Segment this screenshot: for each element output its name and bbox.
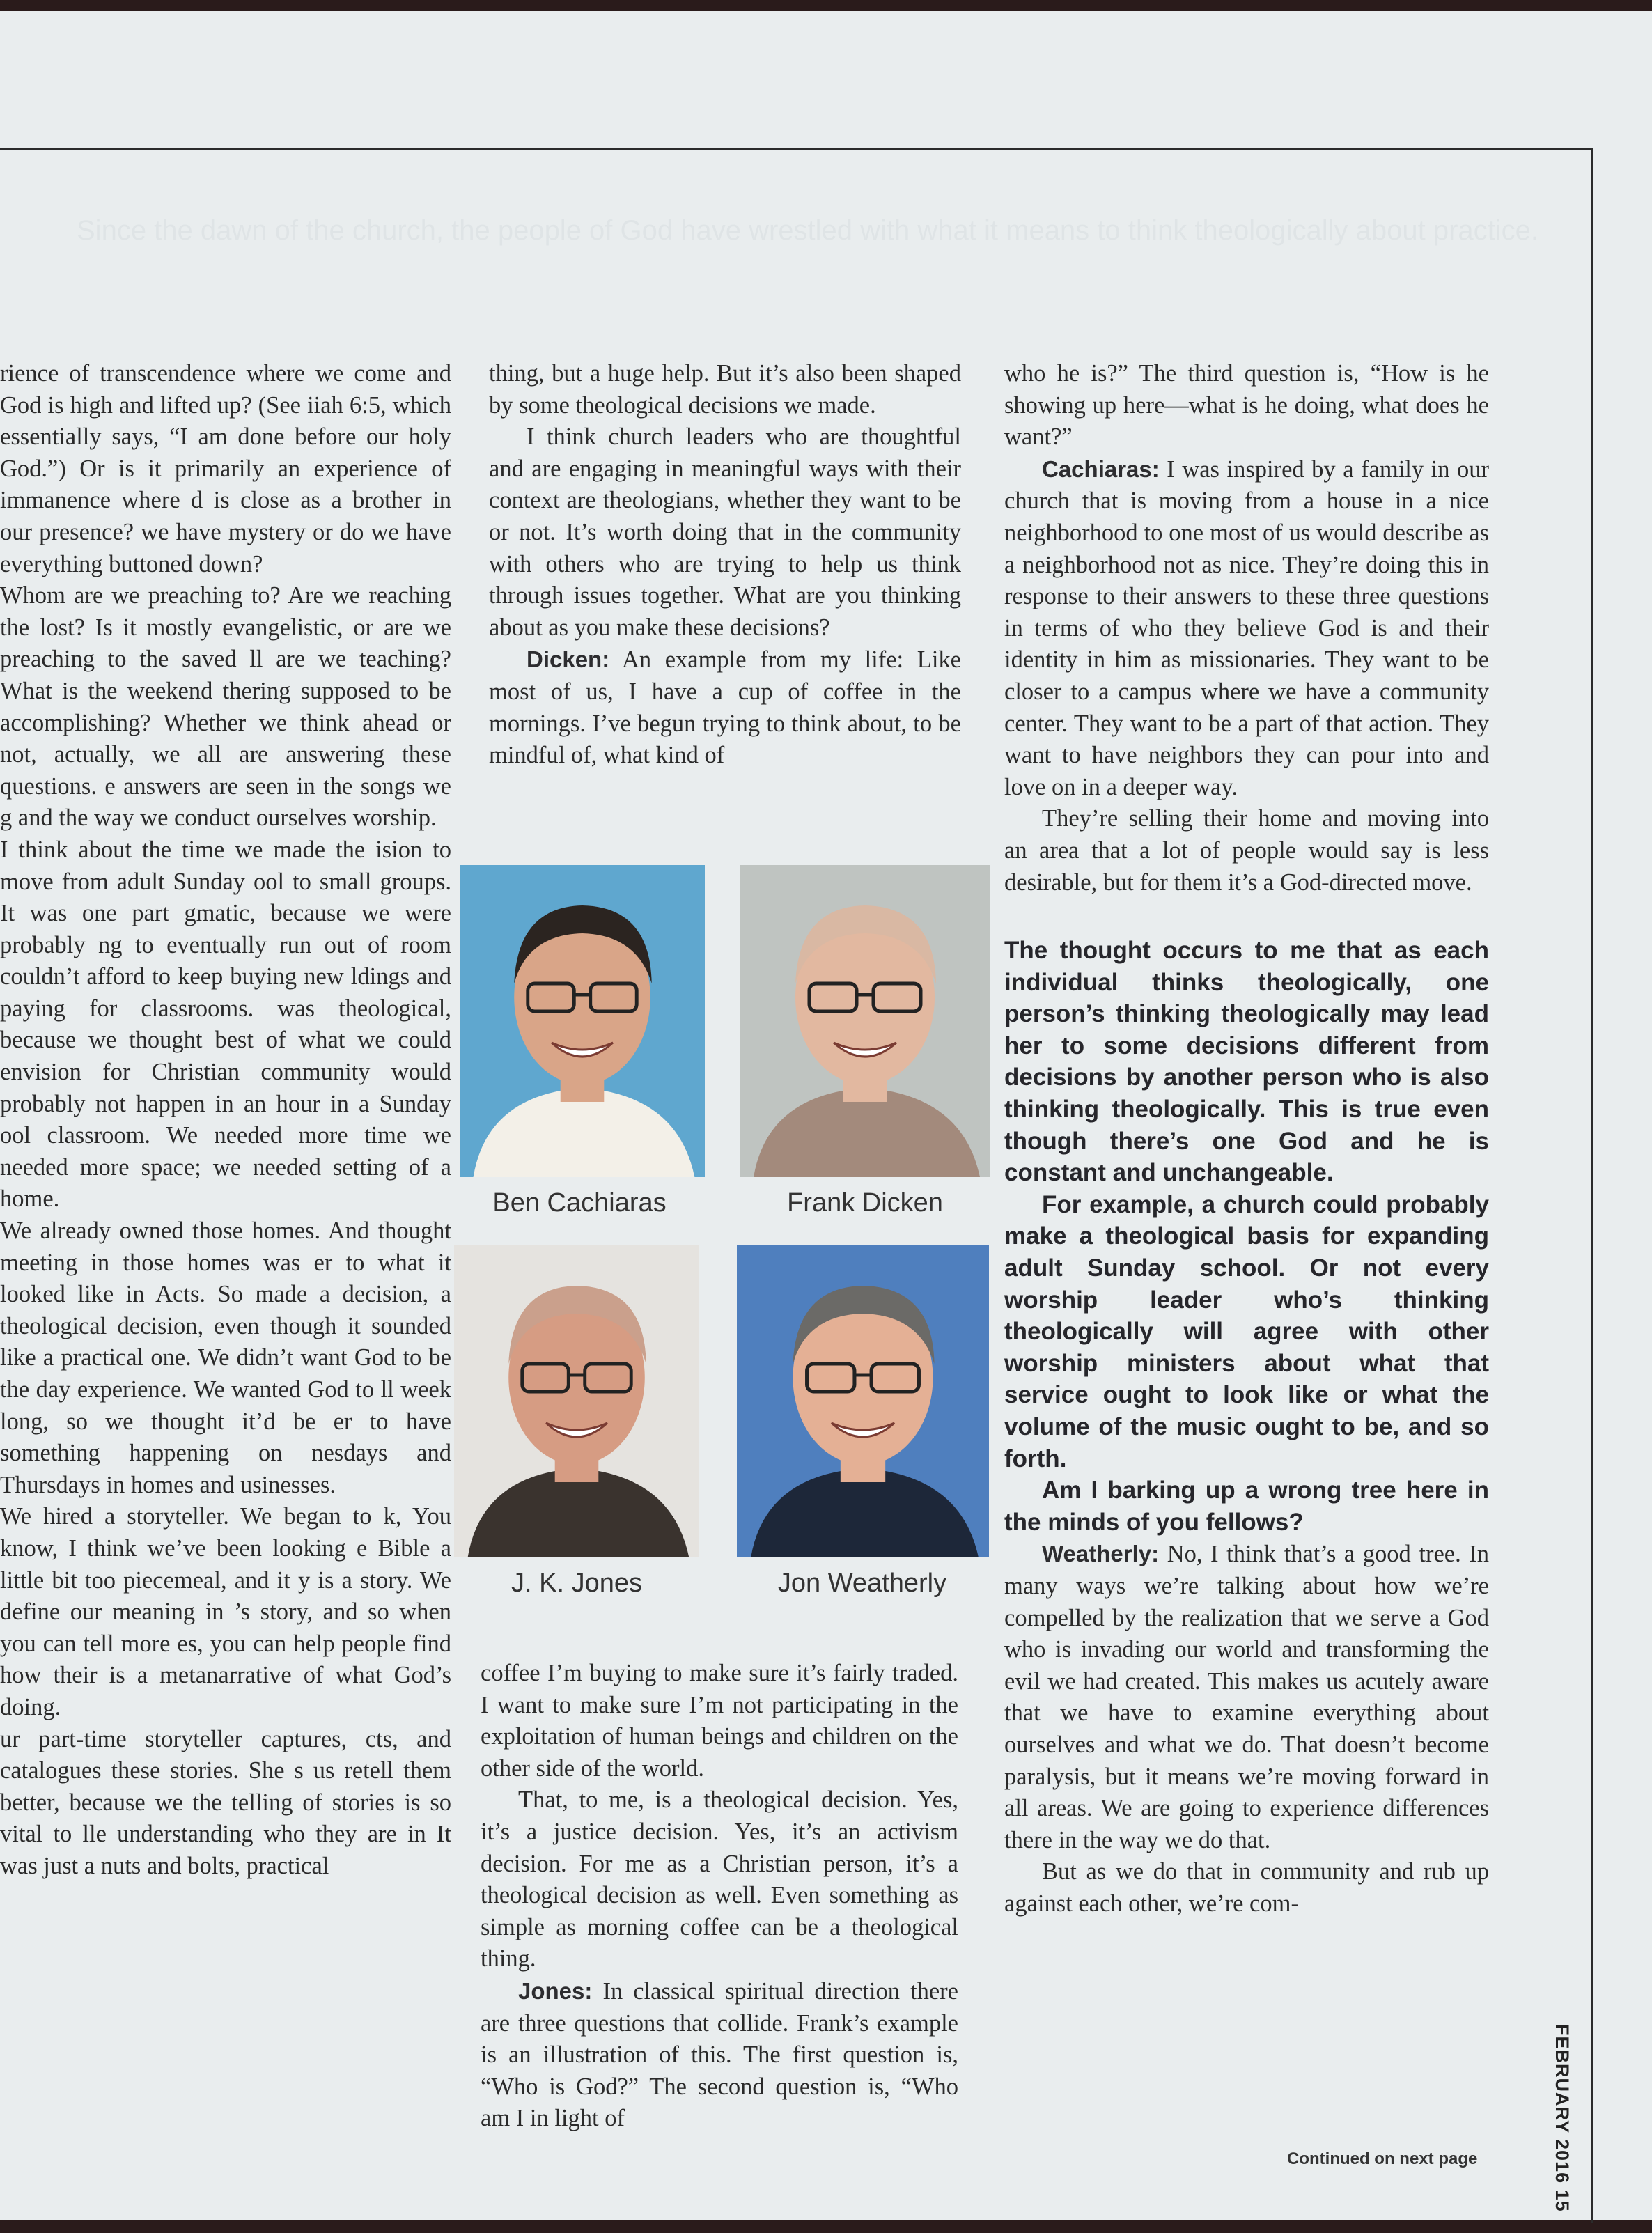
caption-ben-cachiaras: Ben Cachiaras: [492, 1188, 667, 1217]
paragraph: [0, 1501, 451, 1723]
paragraph-text: coffee I’m buying to make sure it’s fairly traded. I want to make sure I’m not participating in the exploitation of human beings and children on the other side of the world.: [481, 1660, 958, 1782]
faded-header-text: Since the dawn of the church, the people of God have wrestled with what it means to think theologically about practice.: [77, 215, 1539, 246]
paragraph: [1004, 1538, 1489, 1856]
text-column-3: [1004, 358, 1489, 1920]
page-folio: [1541, 2024, 1582, 2233]
paragraph: [489, 644, 961, 771]
paragraph-text: I was inspired by a family in our church that is moving from a house in a nice neighborhood to one most of us would describe as a neighborhood not as nice. They’re doing this in response to their answers to these three questions in terms of who they believe God is and their identity in him as missionaries. They want to be closer to a campus where we have a community center. They want to be a part of that action. They want to have neighbors they can pour into and love on in a deeper way.: [1004, 456, 1489, 800]
paragraph-text: Whom are we preaching to? Are we reaching the lost? Is it mostly evangelistic, or are we preaching to the saved ll are we teaching? What is the weekend thering supposed to be accomplishing? Whether we think ahead or not, actually, we all are answering these questions. e answers are seen in the songs we g and the way we conduct ourselves worship.: [0, 582, 451, 832]
paragraph-text: They’re selling their home and moving into an area that a lot of people would say is less desirable, but for them it’s a God-directed move.: [1004, 805, 1489, 896]
text-column-1: [0, 358, 451, 1883]
paragraph: [0, 358, 451, 580]
question-paragraph: The thought occurs to me that as each individual thinks theologically, one person’s thinking theologically may lead her to some decisions different from decisions by another person who is also thinking theologically. This is true even though there’s one God and he is constant and unchangeable.: [1004, 937, 1489, 1187]
paragraph: [481, 1658, 958, 1784]
portrait-jon-weatherly: [737, 1245, 989, 1557]
folio-text: FEBRUARY 2016 15: [1552, 2024, 1573, 2212]
paragraph-text: No, I think that’s a good tree. In many ways we’re talking about how we’re compelled by the realization that we serve a God who is invading our world and transforming the evil we had created. This makes us acutely aware that we have to examine everything about ourselves and what we do. That doesn’t become paralysis, but it means we’re moving forward in all areas. We are going to experience differences there in the way we do that.: [1004, 1541, 1490, 1853]
portrait-frank-dicken: [740, 865, 990, 1177]
paragraph-text: ur part-time storyteller captures, cts, and catalogues these stories. She s us retell them better, because we the telling of stories is so vital to lle understanding who they are in It was just a nuts and bolts, practical: [0, 1725, 451, 1879]
paragraph: [481, 1975, 958, 2135]
moderator-question: [1004, 935, 1489, 1538]
paragraph-text: We hired a storyteller. We began to k, You know, I think we’ve been looking e Bible a little bit too piecemeal, and it y is a story. We define our meaning in ’s story, and so when you can tell more es, you can help people find how their is a metanarrative of what God’s doing.: [0, 1503, 451, 1720]
text-column-2-bottom: [481, 1658, 958, 2135]
caption-frank-dicken: Frank Dicken: [787, 1188, 943, 1217]
paragraph-text: thing, but a huge help. But it’s also been shaped by some theological decisions we made.: [489, 360, 961, 419]
paragraph: [0, 1724, 451, 1883]
question-paragraph: Am I barking up a wrong tree here in the minds of you fellows?: [1004, 1477, 1489, 1536]
paragraph: [1004, 1856, 1489, 1920]
caption-jon-weatherly: Jon Weatherly: [777, 1569, 947, 1598]
caption-jk-jones: J. K. Jones: [511, 1569, 642, 1598]
speaker-name: Dicken:: [527, 646, 610, 673]
speaker-name: Weatherly:: [1042, 1541, 1160, 1567]
paragraph: [1004, 453, 1489, 804]
paragraph-text: I think about the time we made the ision to move from adult Sunday ool to small groups. It was one part gmatic, because we were probably ng to eventually run out of room couldn’t afford to keep buying new ldings and paying for classrooms. was theological, because we thought best of what we could envision for Christian community would probably not happen in an hour in a Sunday ool classroom. We needed more time we needed more space; we needed setting of a home.: [0, 836, 451, 1213]
portrait-ben-cachiaras: [460, 865, 705, 1177]
magazine-page: [0, 11, 1652, 2220]
paragraph: [1004, 803, 1489, 898]
paragraph: [0, 580, 451, 834]
paragraph-text: In classical spiritual direction there are three questions that collide. Frank’s example is an illustration of this. The first question is, “Who is God?” The second question is, “Who am I in light of: [481, 1977, 958, 2132]
paragraph-text: I think church leaders who are thoughtful and are engaging in meaningful ways with their context are theologians, whether they want to be or not. It’s worth doing that in the community with others who are trying to help us think through issues together. What are you thinking about as you make these decisions?: [489, 423, 961, 641]
paragraph-text: But as we do that in community and rub up against each other, we’re com-: [1004, 1858, 1489, 1917]
portrait-jk-jones: [454, 1245, 699, 1557]
paragraph-text: That, to me, is a theological decision. Yes, it’s a justice decision. Yes, it’s an activism decision. For me as a Christian person, it’s a theological decision as well. Even something as simple as morning coffee can be a theological thing.: [481, 1787, 958, 1973]
paragraph-text: who he is?” The third question is, “How is he showing up here—what is he doing, what does he want?”: [1004, 360, 1489, 451]
column-3-answer: [1004, 1538, 1489, 1920]
continued-note: Continued on next page: [1287, 2149, 1478, 2168]
paragraph: [489, 358, 961, 421]
paragraph: [0, 834, 451, 1215]
paragraph: [1004, 358, 1489, 453]
speaker-name: Jones:: [518, 1977, 593, 2004]
paragraph-text: rience of transcendence where we come and God is high and lifted up? (See iiah 6:5, which essentially says, “I am done before our holy God.”) Or is it primarily an experience of immanence where d is close as a brother in our presence? we have mystery or do we have everything buttoned down?: [0, 360, 451, 577]
paragraph: [0, 1215, 451, 1501]
text-column-2-top: [489, 358, 961, 772]
speaker-name: Cachiaras:: [1042, 456, 1160, 482]
paragraph-text: We already owned those homes. And thought meeting in those homes was er to what it looked like in Acts. So made a decision, a theological decision, even though it sounded like a practical one. We didn’t want God to be the day experience. We wanted God to ll week long, so we thought it’d be er to have something happening on nesdays and Thursdays in homes and usinesses.: [0, 1217, 451, 1498]
paragraph: [489, 421, 961, 644]
question-paragraph: For example, a church could probably make a theological basis for expanding adult Sunday school. Or not every worship leader who’s thinking theologically will agree with other worship ministers about what that service ought to look like or what the volume of the music ought to be, and so forth.: [1004, 1190, 1489, 1472]
paragraph-text: An example from my life: Like most of us, I have a cup of coffee in the mornings. I’ve begun trying to think about, to be mindful of, what kind of: [489, 646, 961, 769]
paragraph: [481, 1784, 958, 1975]
column-3-intro: [1004, 358, 1489, 898]
